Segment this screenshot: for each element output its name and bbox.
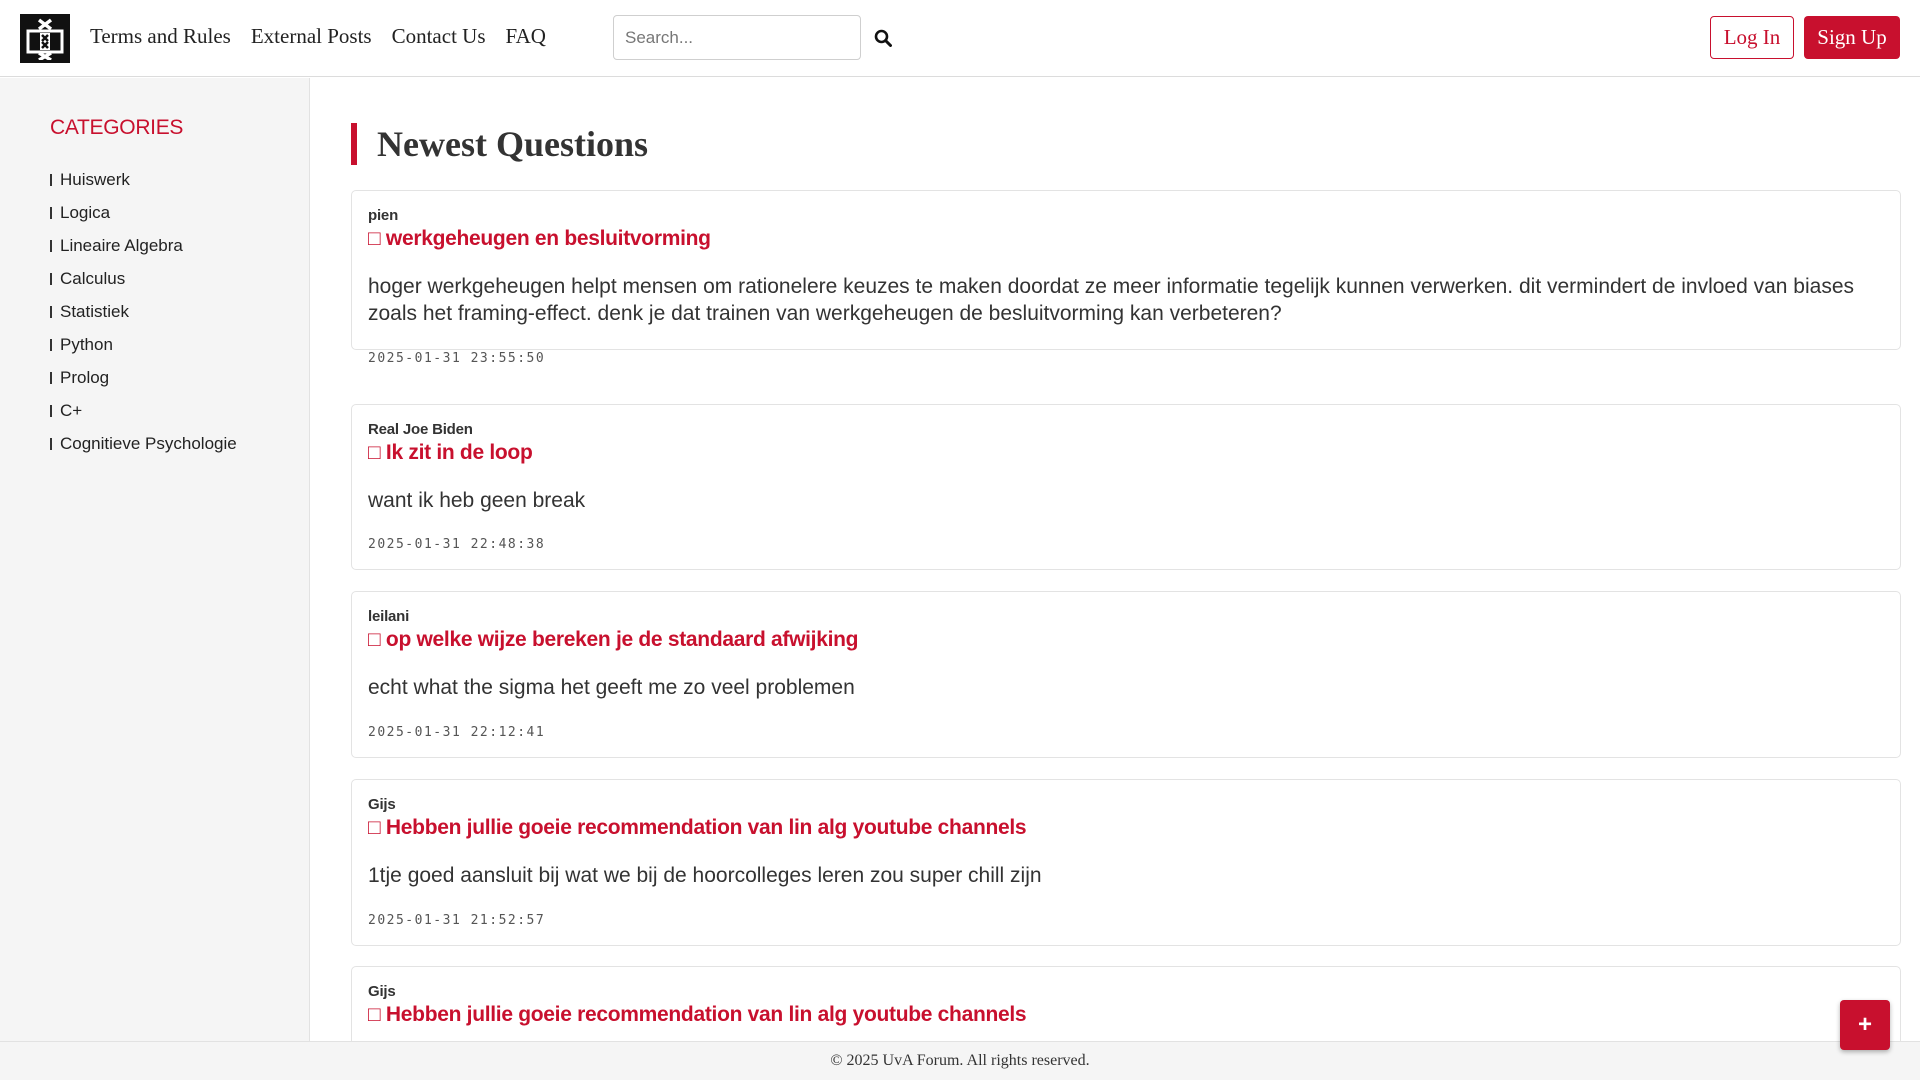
uva-crest-icon[interactable] bbox=[20, 14, 70, 63]
question-body: want ik heb geen break bbox=[368, 489, 586, 512]
question-author: leilani bbox=[368, 608, 410, 625]
search-icon bbox=[874, 29, 892, 47]
question-title-link[interactable]: □ werkgeheugen en besluitvorming bbox=[368, 227, 711, 250]
question-body: 1tje goed aansluit bij wat we bij de hoorcolleges leren zou super chill zijn bbox=[368, 864, 1042, 887]
question-timestamp: 2025-01-31 23:55:50 bbox=[368, 351, 546, 366]
signup-button[interactable]: Sign Up bbox=[1804, 16, 1900, 59]
category-label: Statistiek bbox=[60, 301, 129, 321]
question-author: pien bbox=[368, 207, 399, 224]
category-item-logica[interactable] bbox=[50, 196, 237, 229]
category-label: Calculus bbox=[60, 268, 126, 288]
footer bbox=[0, 1041, 1920, 1080]
nav-terms-and-rules[interactable]: Terms and Rules bbox=[90, 24, 231, 48]
categories-heading: CATEGORIES bbox=[50, 116, 184, 139]
category-label: Python bbox=[60, 334, 113, 354]
category-label: Cognitieve Psychologie bbox=[60, 433, 237, 453]
category-item-statistiek[interactable] bbox=[50, 295, 237, 328]
question-title-link[interactable]: □ Ik zit in de loop bbox=[368, 441, 533, 464]
nav-external-posts[interactable]: External Posts bbox=[250, 24, 372, 48]
top-navbar bbox=[0, 0, 1920, 77]
question-card[interactable] bbox=[351, 591, 1901, 758]
question-body: echt what the sigma het geeft me zo veel problemen bbox=[368, 676, 855, 699]
question-card[interactable] bbox=[351, 779, 1901, 946]
bullet-icon bbox=[50, 273, 52, 285]
page-title: Newest Questions bbox=[351, 123, 648, 165]
question-author: Gijs bbox=[368, 983, 396, 1000]
category-label: Logica bbox=[60, 202, 111, 222]
question-title-link[interactable]: □ Hebben jullie goeie recommendation van lin alg youtube channels bbox=[368, 1003, 1027, 1026]
category-list bbox=[50, 163, 237, 460]
bullet-icon bbox=[50, 438, 52, 450]
question-card[interactable] bbox=[351, 404, 1901, 570]
question-timestamp: 2025-01-31 21:52:57 bbox=[368, 913, 546, 928]
bullet-icon bbox=[50, 306, 52, 318]
category-item-calculus[interactable] bbox=[50, 262, 237, 295]
search-input[interactable] bbox=[613, 15, 861, 60]
category-item-cognitieve-psychologie[interactable] bbox=[50, 427, 237, 460]
category-item-prolog[interactable] bbox=[50, 361, 237, 394]
question-timestamp: 2025-01-31 22:48:38 bbox=[368, 537, 546, 552]
sidebar bbox=[0, 78, 310, 1041]
nav-contact-us[interactable]: Contact Us bbox=[391, 24, 486, 48]
category-label: Lineaire Algebra bbox=[60, 235, 183, 255]
login-button[interactable]: Log In bbox=[1710, 16, 1794, 59]
bullet-icon bbox=[50, 372, 52, 384]
copyright-text: © 2025 UvA Forum. All rights reserved. bbox=[830, 1052, 1090, 1069]
question-card[interactable] bbox=[351, 190, 1901, 366]
question-timestamp: 2025-01-31 22:12:41 bbox=[368, 725, 546, 740]
category-item-c-plus[interactable] bbox=[50, 394, 237, 427]
question-author: Gijs bbox=[368, 796, 396, 813]
category-item-lineaire-algebra[interactable] bbox=[50, 229, 237, 262]
category-label: Huiswerk bbox=[60, 169, 130, 189]
bullet-icon bbox=[50, 174, 52, 186]
question-title-link[interactable]: □ Hebben jullie goeie recommendation van lin alg youtube channels bbox=[368, 816, 1027, 839]
main-nav bbox=[90, 22, 546, 50]
category-item-python[interactable] bbox=[50, 328, 237, 361]
search-button[interactable] bbox=[869, 24, 897, 52]
question-body: hoger werkgeheugen helpt mensen om rationelere keuzes te maken doordat ze meer informatie tegelijk kunnen verwerken. dit vermindert de invloed van biases zoals het framing-effect. denk je dat trainen van werkgeheugen de besluitvorming kan verbeteren? bbox=[368, 275, 1854, 325]
category-label: Prolog bbox=[60, 367, 110, 387]
category-label: C+ bbox=[60, 400, 83, 420]
category-item-huiswerk[interactable] bbox=[50, 163, 237, 196]
bullet-icon bbox=[50, 240, 52, 252]
bullet-icon bbox=[50, 339, 52, 351]
bullet-icon bbox=[50, 207, 52, 219]
nav-faq[interactable]: FAQ bbox=[505, 24, 546, 48]
question-author: Real Joe Biden bbox=[368, 421, 473, 438]
new-question-button[interactable]: + bbox=[1840, 1000, 1890, 1050]
bullet-icon bbox=[50, 405, 52, 417]
question-title-link[interactable]: □ op welke wijze bereken je de standaard afwijking bbox=[368, 628, 859, 651]
